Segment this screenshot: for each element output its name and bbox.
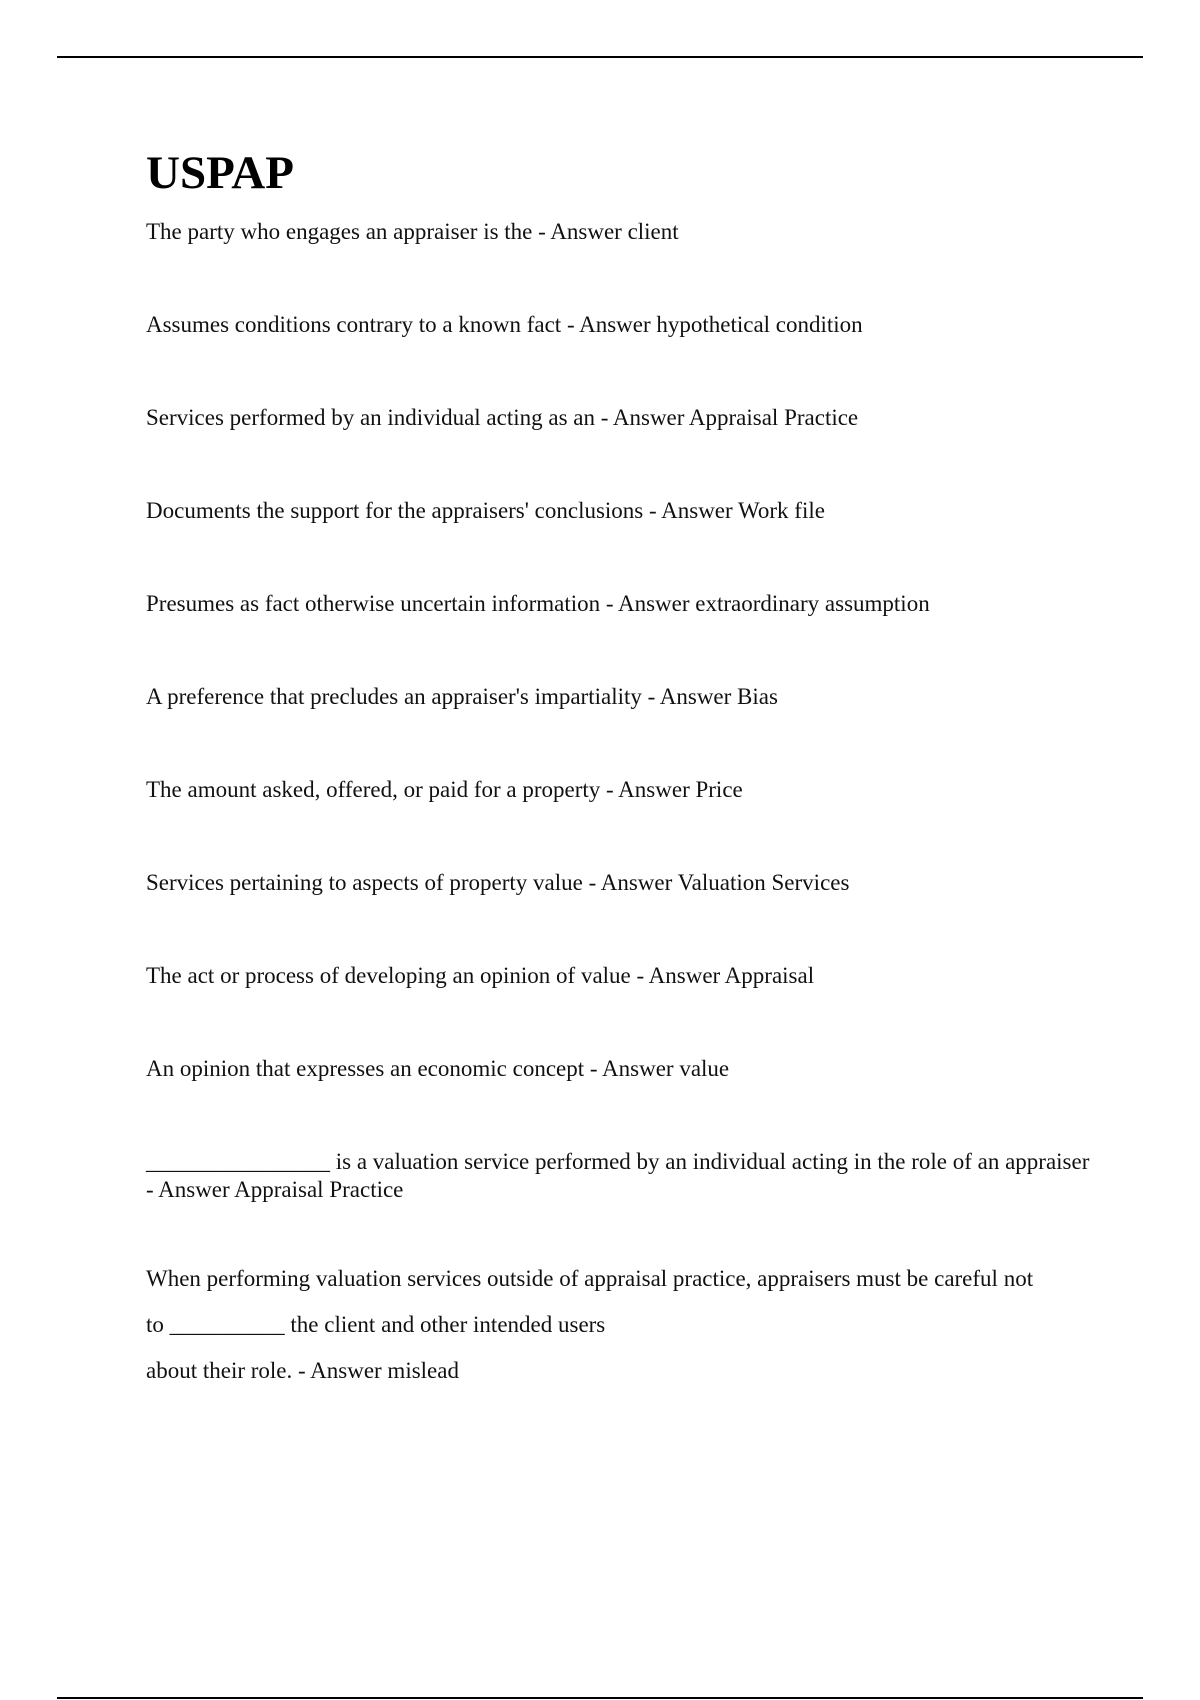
document-body <box>146 148 1096 1394</box>
qa-item: Documents the support for the appraisers' conclusions - Answer Work file <box>146 497 825 523</box>
qa-item-multiline <box>146 1256 1096 1394</box>
qa-line: about their role. - Answer mislead <box>146 1357 459 1383</box>
qa-item: The act or process of developing an opinion of value - Answer Appraisal <box>146 962 815 988</box>
qa-item: Presumes as fact otherwise uncertain information - Answer extraordinary assumption <box>146 590 930 616</box>
qa-item: Services pertaining to aspects of property value - Answer Valuation Services <box>146 869 850 895</box>
qa-item: The party who engages an appraiser is the - Answer client <box>146 218 679 244</box>
qa-item: ________________ is a valuation service performed by an individual acting in the role of an appraiser - Answer Appraisal Practice <box>146 1148 1090 1202</box>
top-divider <box>57 56 1143 58</box>
qa-item: Services performed by an individual acting as an - Answer Appraisal Practice <box>146 404 859 430</box>
qa-item: A preference that precludes an appraiser's impartiality - Answer Bias <box>146 683 778 709</box>
qa-line: to __________ the client and other intended users <box>146 1311 606 1337</box>
qa-item: The amount asked, offered, or paid for a property - Answer Price <box>146 776 743 802</box>
qa-item: Assumes conditions contrary to a known fact - Answer hypothetical condition <box>146 311 863 337</box>
bottom-divider <box>57 1697 1143 1699</box>
page-title: USPAP <box>146 147 294 199</box>
qa-line: When performing valuation services outside of appraisal practice, appraisers must be careful not <box>146 1265 1034 1291</box>
qa-item: An opinion that expresses an economic concept - Answer value <box>146 1055 730 1081</box>
